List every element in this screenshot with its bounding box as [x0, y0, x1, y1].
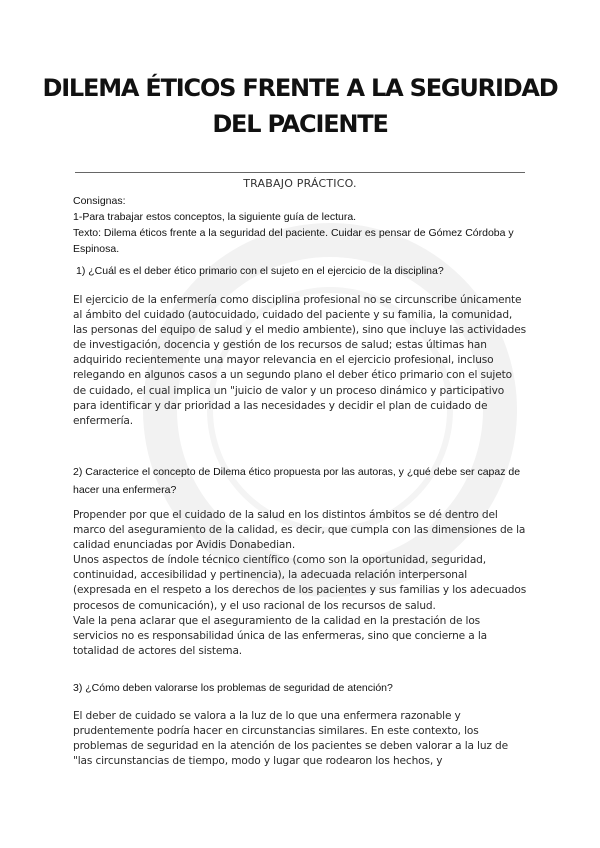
instructions-heading: Consignas:: [73, 195, 126, 207]
answer-3: [73, 709, 528, 769]
answer-2-paragraph-2: Unos aspectos de índole técnico científico (como son la oportunidad, seguridad, continuidad, accesibilidad y pertinencia), la adecuada relación interpersonal (expresada en el respeto a los derechos de los pacientes y sus familias y los adecuados procesos de comunicación), y el uso racional de los recursos de salud.: [73, 554, 527, 612]
instructions-line-1: 1-Para trabajar estos conceptos, la siguiente guía de lectura.: [73, 211, 357, 223]
answer-1-paragraph-1: El ejercicio de la enfermería como disciplina profesional no se circunscribe únicamente: [73, 294, 522, 306]
answer-2: [73, 508, 528, 659]
question-2: 2) Caracterice el concepto de Dilema ético propuesta por las autoras, y ¿qué debe ser capaz de hacer una enfermera?: [73, 466, 521, 496]
instructions: [73, 193, 528, 257]
question-3: 3) ¿Cómo deben valorarse los problemas de seguridad de atención?: [73, 682, 393, 694]
answer-1-paragraph-2: al ámbito del cuidado (autocuidado, cuidado del paciente y su familia, la comunidad, las personas del equipo de salud y el medio ambiente), sino que incluye las actividades de investigación, docencia y gestión de los recursos de salud; estas últimas han adquirido recientemente una mayor relevancia en el ejercicio profesional, incluso relegando en algunos casos a un segundo plano el deber ético primario con el sujeto de cuidado, el cual implica un "juicio de valor y un proceso dinámico y participativo para identificar y dar prioridad a las necesidades y decidir el plan de cuidado de enfermería.: [73, 309, 526, 427]
answer-3-paragraph-1: El deber de cuidado se valora a la luz de lo que una enfermera razonable y prudentemente podría hacer en circunstancias similares. En este contexto, los problemas de seguridad en la atención de los pacientes se deben valorar a la luz de "las circunstancias de tiempo, modo y lugar que rodearon los hechos, y: [73, 710, 508, 768]
answer-2-paragraph-3: Vale la pena aclarar que el aseguramiento de la calidad en la prestación de los servicios no es responsabilidad única de las enfermeras, sino que concierne a la totalidad de actores del sistema.: [73, 614, 487, 657]
title-divider: [75, 172, 525, 173]
question-1: 1) ¿Cuál es el deber ético primario con el sujeto en el ejercicio de la disciplina?: [76, 265, 444, 277]
instructions-line-2: Texto: Dilema éticos frente a la seguridad del paciente. Cuidar es pensar de Gómez Córdoba y Espinosa.: [73, 227, 514, 255]
answer-2-paragraph-1: Propender por que el cuidado de la salud en los distintos ámbitos se dé dentro del marco del aseguramiento de la calidad, es decir, que cumpla con las dimensiones de la calidad enunciadas por Avidis Donabedian.: [73, 509, 526, 552]
answer-1: [73, 293, 528, 429]
document-title: DILEMA ÉTICOS FRENTE A LA SEGURIDAD DEL PACIENTE: [42, 74, 558, 138]
document-subtitle: TRABAJO PRÁCTICO.: [243, 177, 357, 190]
